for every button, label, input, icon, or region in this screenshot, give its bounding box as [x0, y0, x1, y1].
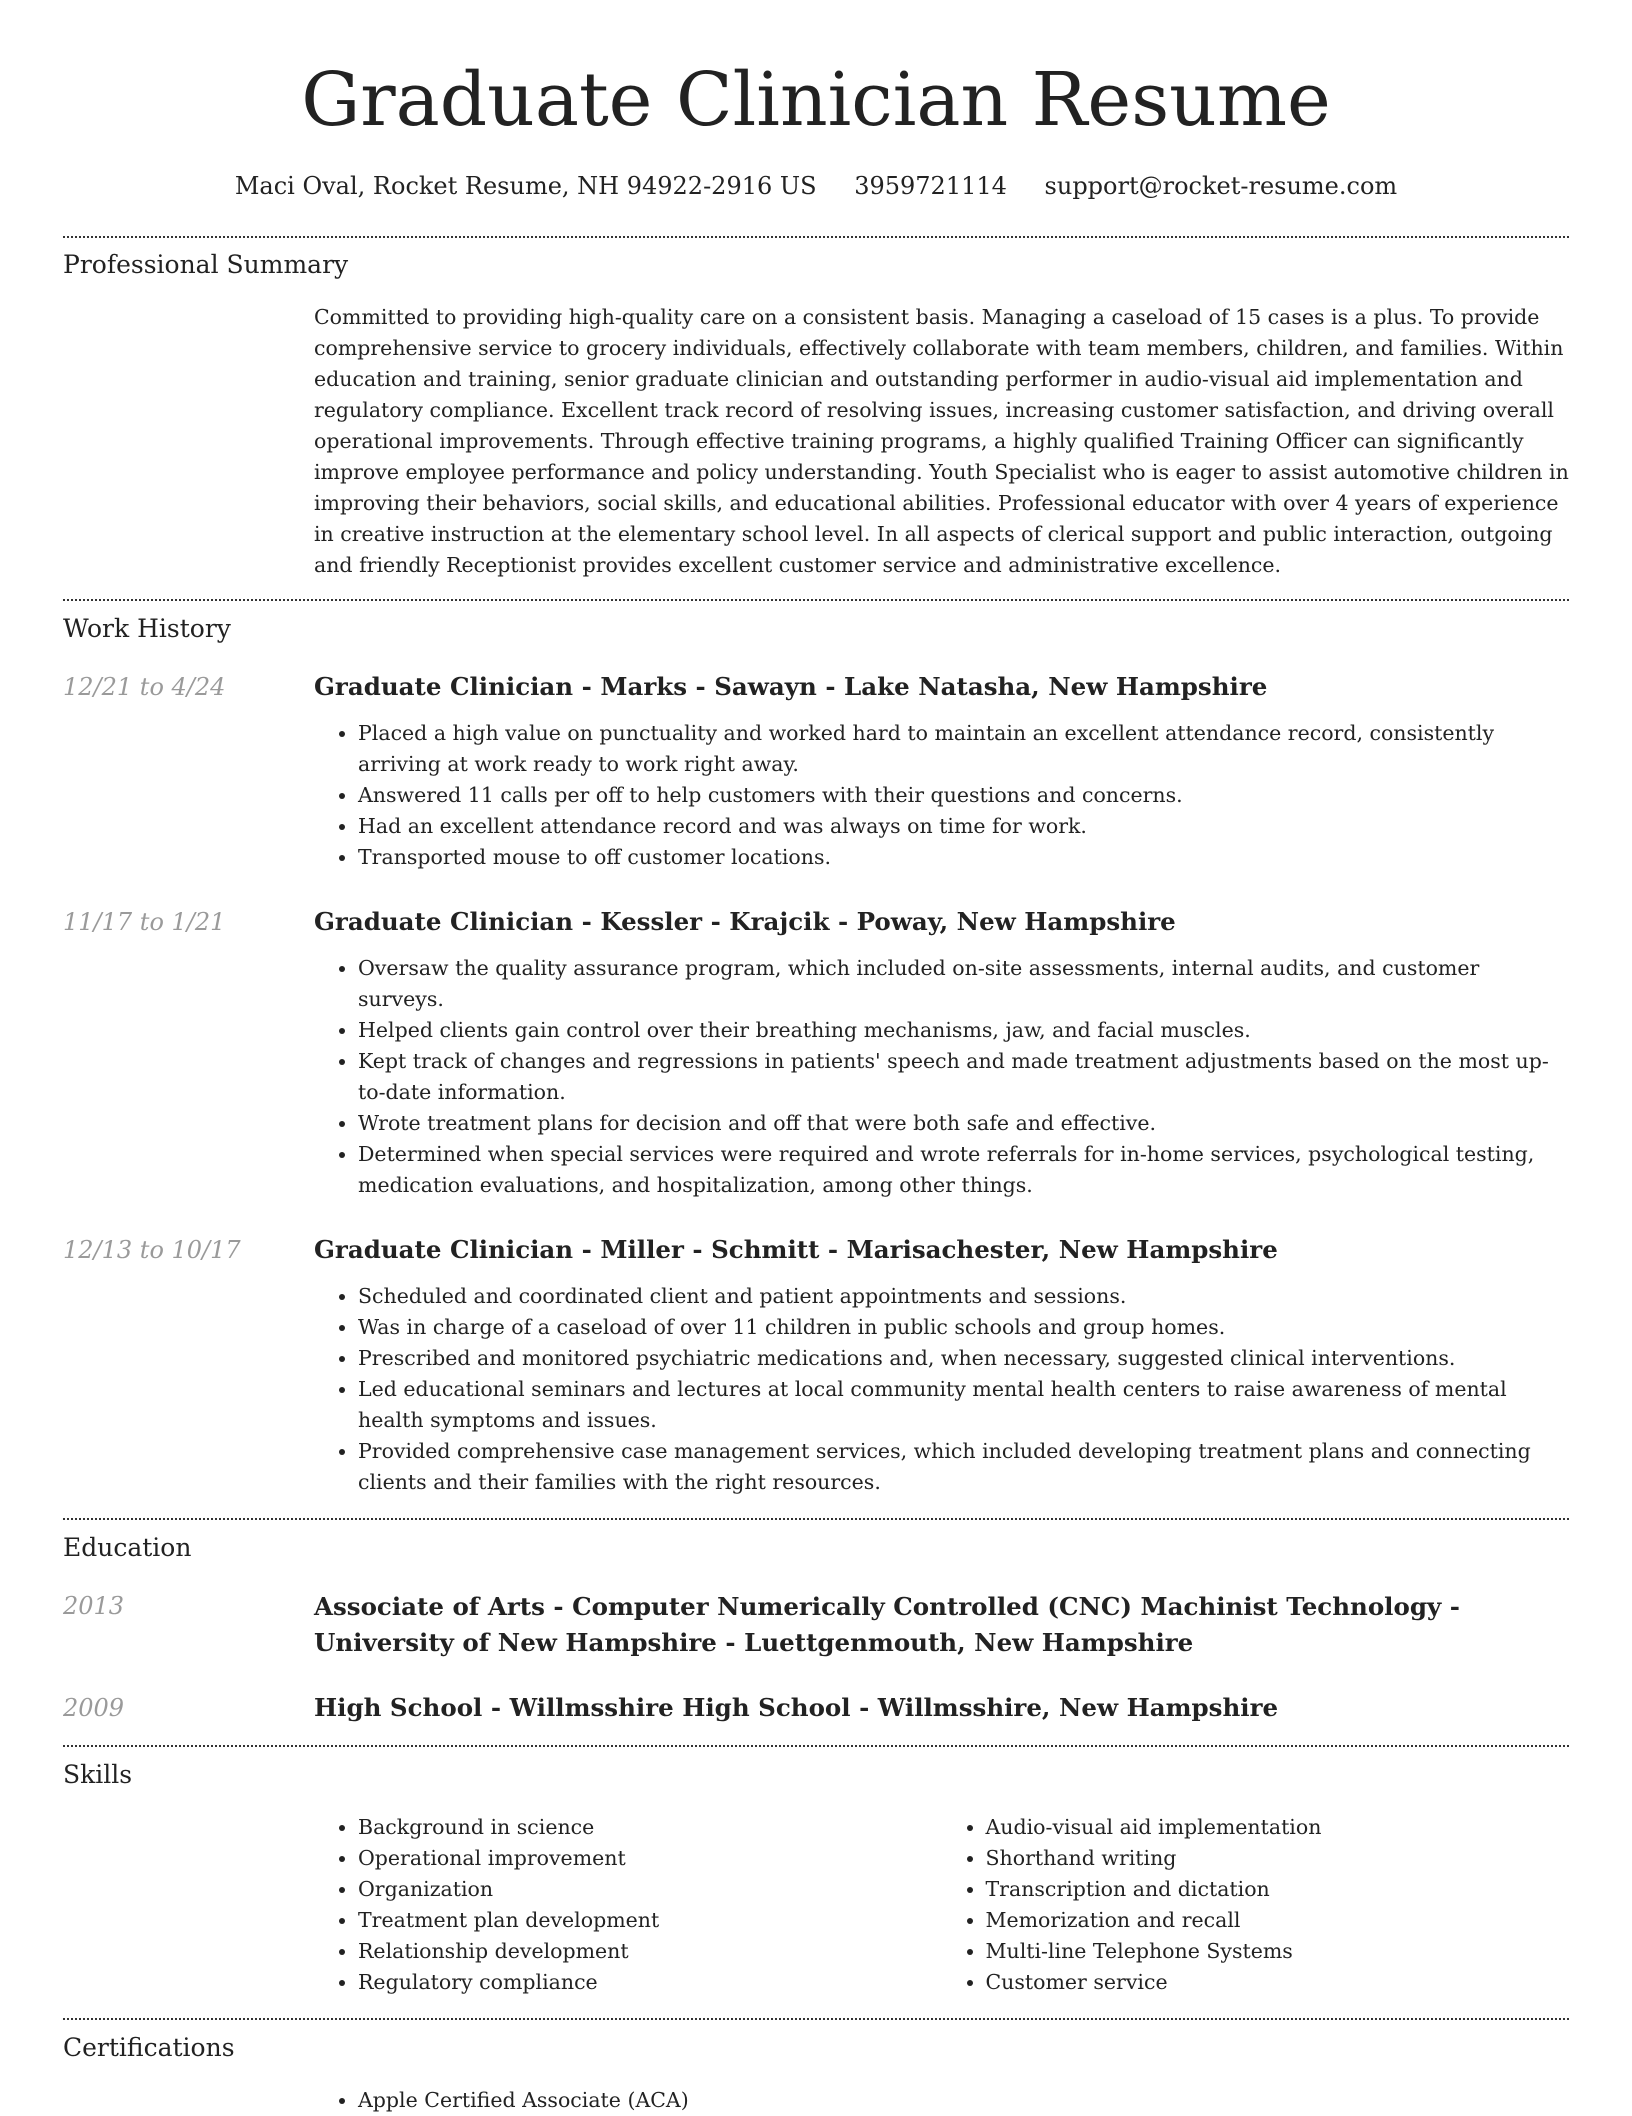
job-dates: 12/21 to 4/24	[63, 673, 226, 701]
job-title: Graduate Clinician - Marks - Sawayn - Lake Natasha, New Hampshire	[314, 672, 1268, 701]
job-bullets	[314, 718, 1569, 873]
certifications-row	[63, 2085, 1569, 2116]
job-entry	[63, 905, 1569, 1201]
skill-item: • Audio-visual aid implementation	[986, 1812, 1570, 1843]
education-heading: Education	[63, 1533, 192, 1562]
job-bullet: • Placed a high value on punctuality and worked hard to maintain an excellent attendance record, consistently arriving at work ready to work right away.	[358, 718, 1569, 780]
skill-item: • Transcription and dictation	[986, 1874, 1570, 1905]
divider	[63, 1745, 1569, 1747]
job-title: Graduate Clinician - Kessler - Krajcik - Poway, New Hampshire	[314, 907, 1176, 936]
certifications-heading: Certifications	[63, 2033, 235, 2062]
skill-item: • Shorthand writing	[986, 1843, 1570, 1874]
summary-heading: Professional Summary	[63, 250, 349, 279]
job-dates: 12/13 to 10/17	[63, 1236, 241, 1264]
job-bullet: • Wrote treatment plans for decision and off that were both safe and effective.	[358, 1108, 1569, 1139]
skills-list-right	[942, 1812, 1570, 1998]
job-bullets	[314, 1281, 1569, 1498]
job-bullet: • Transported mouse to off customer locations.	[358, 842, 1569, 873]
job-bullet: • Had an excellent attendance record and was always on time for work.	[358, 811, 1569, 842]
resume-title: Graduate Clinician Resume	[301, 57, 1331, 143]
job-bullet: • Led educational seminars and lectures at local community mental health centers to raise awareness of mental health symptoms and issues.	[358, 1374, 1569, 1436]
job-bullet: • Kept track of changes and regressions in patients' speech and made treatment adjustments based on the most up-to-date information.	[358, 1046, 1569, 1108]
skill-item: • Customer service	[986, 1967, 1570, 1998]
education-year: 2013	[63, 1592, 125, 1620]
skills-list-left	[314, 1812, 942, 1998]
skill-item: • Organization	[358, 1874, 942, 1905]
job-bullet: • Provided comprehensive case management services, which included developing treatment plans and connecting clients and their families with the right resources.	[358, 1436, 1569, 1498]
divider	[63, 599, 1569, 601]
contact-email: support@rocket-resume.com	[1044, 172, 1398, 200]
skill-item: • Treatment plan development	[358, 1905, 942, 1936]
summary-text: Committed to providing high-quality care on a consistent basis. Managing a caseload of 15 cases is a plus. To provide comprehensive service to grocery individuals, effectively collaborate with team members, children, and families. Within education and training, senior graduate clinician and outstanding performer in audio-visual aid implementation and regulatory compliance. Excellent track record of resolving issues, increasing customer satisfaction, and driving overall operational improvements. Through effective training programs, a highly qualified Training Officer can significantly improve employee performance and policy understanding. Youth Specialist who is eager to assist automotive children in improving their behaviors, social skills, and educational abilities. Professional educator with over 4 years of experience in creative instruction at the elementary school level. In all aspects of clerical support and public interaction, outgoing and friendly Receptionist provides excellent customer service and administrative excellence.	[314, 305, 1569, 577]
education-text: High School - Willmsshire High School - Willmsshire, New Hampshire	[314, 1693, 1279, 1722]
job-entry	[63, 670, 1569, 873]
skill-item: • Regulatory compliance	[358, 1967, 942, 1998]
divider	[63, 2018, 1569, 2020]
education-text: Associate of Arts - Computer Numerically Controlled (CNC) Machinist Technology - University of New Hampshire - Luettgenmouth, New Hampshire	[314, 1592, 1460, 1657]
skill-item: • Relationship development	[358, 1936, 942, 1967]
contact-phone: 3959721114	[854, 172, 1007, 200]
job-bullet: • Oversaw the quality assurance program, which included on-site assessments, internal audits, and customer surveys.	[358, 953, 1569, 1015]
contact-address: Maci Oval, Rocket Resume, NH 94922-2916 US	[234, 172, 817, 200]
job-entry	[63, 1233, 1569, 1498]
job-bullet: • Determined when special services were required and wrote referrals for in-home services, psychological testing, medication evaluations, and hospitalization, among other things.	[358, 1139, 1569, 1201]
job-bullet: • Scheduled and coordinated client and patient appointments and sessions.	[358, 1281, 1569, 1312]
certifications-list	[314, 2085, 1569, 2116]
contact-line	[63, 170, 1569, 202]
skill-item: • Multi-line Telephone Systems	[986, 1936, 1570, 1967]
work-heading: Work History	[63, 614, 231, 643]
skills-heading: Skills	[63, 1760, 133, 1789]
job-dates: 11/17 to 1/21	[63, 908, 226, 936]
job-bullet: • Was in charge of a caseload of over 11 children in public schools and group homes.	[358, 1312, 1569, 1343]
skills-row	[63, 1812, 1569, 1998]
job-bullets	[314, 953, 1569, 1201]
job-title: Graduate Clinician - Miller - Schmitt - Marisachester, New Hampshire	[314, 1235, 1278, 1264]
education-entry	[63, 1691, 1569, 1725]
divider	[63, 1518, 1569, 1520]
job-bullet: • Answered 11 calls per off to help customers with their questions and concerns.	[358, 780, 1569, 811]
education-entry	[63, 1589, 1569, 1661]
education-year: 2009	[63, 1694, 125, 1722]
job-bullet: • Helped clients gain control over their breathing mechanisms, jaw, and facial muscles.	[358, 1015, 1569, 1046]
skill-item: • Background in science	[358, 1812, 942, 1843]
skill-item: • Operational improvement	[358, 1843, 942, 1874]
certification-item: • Apple Certified Associate (ACA)	[358, 2085, 1569, 2116]
job-bullet: • Prescribed and monitored psychiatric medications and, when necessary, suggested clinical interventions.	[358, 1343, 1569, 1374]
skill-item: • Memorization and recall	[986, 1905, 1570, 1936]
summary-row	[63, 302, 1569, 581]
